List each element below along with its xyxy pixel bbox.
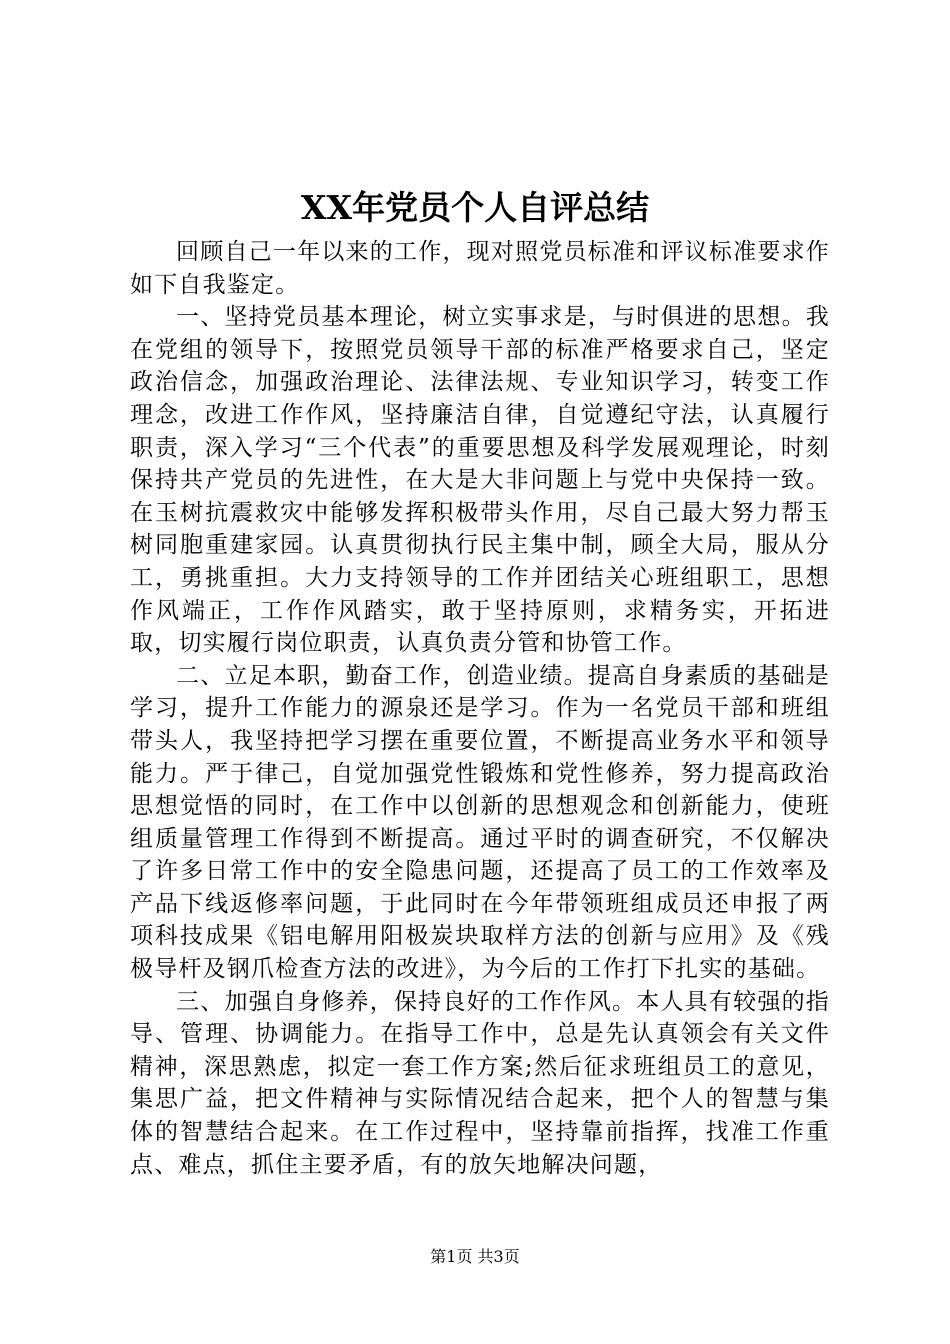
paragraph-section-3: 三、加强自身修养，保持良好的工作作风。本人具有较强的指导、管理、协调能力。在指导工作中，总是先认真领会有关文件精神，深思熟虑，拟定一套工作方案;然后征求班组员工的意见，集思广益，把文件精神与实际情况结合起来，把个人的智慧与集体的智慧结合起来。在工作过程中，坚持靠前指挥，找准工作重点、难点，抓住主要矛盾，有的放矢地解决问题， (130, 988, 830, 1178)
document-title: XX年党员个人自评总结 (300, 188, 650, 227)
paragraph-intro: 回顾自己一年以来的工作，现对照党员标准和评议标准要求作如下自我鉴定。 (130, 239, 830, 298)
page-number-footer: 第1页 共3页 (430, 1247, 520, 1266)
paragraph-section-1: 一、坚持党员基本理论，树立实事求是，与时俱进的思想。我在党组的领导下，按照党员领导干部的标准严格要求自己，坚定政治信念，加强政治理论、法律法规、专业知识学习，转变工作理念，改进工作作风，坚持廉洁自律，自觉遵纪守法，认真履行职责，深入学习“三个代表”的重要思想及科学发展观理论，时刻保持共产党员的先进性，在大是大非问题上与党中央保持一致。在玉树抗震救灾中能够发挥积极带头作用，尽自己最大努力帮玉树同胞重建家园。认真贯彻执行民主集中制，顾全大局，服从分工，勇挑重担。大力支持领导的工作并团结关心班组职工，思想作风端正，工作作风踏实，敢于坚持原则，求精务实，开拓进取，切实履行岗位职责，认真负责分管和协管工作。 (130, 304, 830, 657)
paragraph-section-2: 二、立足本职，勤奋工作，创造业绩。提高自身素质的基础是学习，提升工作能力的源泉还是学习。作为一名党员干部和班组带头人，我坚持把学习摆在重要位置，不断提高业务水平和领导能力。严于律己，自觉加强党性锻炼和党性修养，努力提高政治思想觉悟的同时，在工作中以创新的思想观念和创新能力，使班组质量管理工作得到不断提高。通过平时的调查研究，不仅解决了许多日常工作中的安全隐患问题，还提高了员工的工作效率及产品下线返修率问题，于此同时在今年带领班组成员还申报了两项科技成果《铝电解用阳极炭块取样方法的创新与应用》及《残极导杆及钢爪检查方法的改进》，为今后的工作打下扎实的基础。 (130, 662, 830, 983)
document-body (130, 236, 830, 1181)
